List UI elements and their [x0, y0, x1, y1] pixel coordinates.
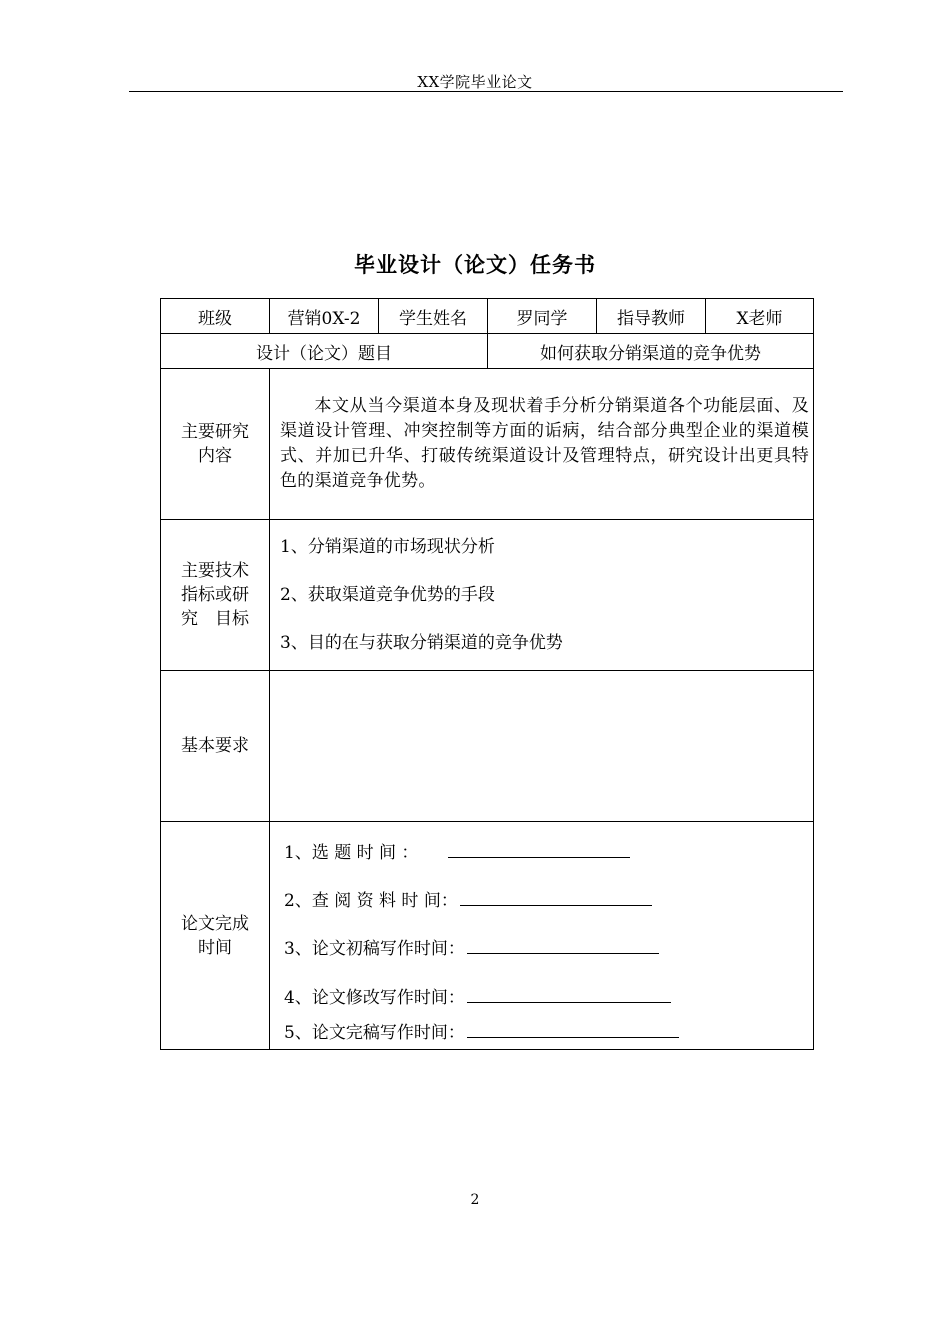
completion-time-label — [161, 822, 270, 1050]
info-row — [161, 299, 814, 334]
completion-time-schedule — [270, 823, 813, 1049]
technical-targets-label-line2: 指标或研 — [181, 585, 249, 605]
schedule-blank — [467, 1019, 679, 1038]
advisor-label: 指导教师 — [597, 299, 706, 334]
research-content-row — [161, 369, 814, 520]
completion-time-label-line1: 论文完成 — [181, 913, 249, 934]
schedule-item-final — [284, 1018, 679, 1043]
research-content-cell — [270, 369, 814, 520]
page-header: XX学院毕业论文 — [417, 73, 533, 91]
topic-label: 设计（论文）题目 — [161, 334, 488, 369]
research-content-label-line2: 内容 — [198, 446, 232, 466]
class-label: 班级 — [161, 299, 270, 334]
class-value: 营销0X-2 — [270, 299, 379, 334]
schedule-item-revision — [284, 983, 671, 1008]
schedule-blank — [460, 887, 652, 906]
student-label: 学生姓名 — [379, 299, 488, 334]
basic-requirements-label: 基本要求 — [161, 671, 270, 822]
schedule-blank — [448, 839, 630, 858]
schedule-blank — [467, 984, 671, 1003]
schedule-blank — [467, 935, 659, 954]
research-content-label — [161, 369, 270, 520]
advisor-value: X老师 — [706, 299, 814, 334]
header-rule — [129, 91, 843, 92]
schedule-label: 2、查 阅 资 料 时 间： — [284, 890, 458, 911]
technical-targets-row — [161, 520, 814, 671]
completion-time-row — [161, 822, 814, 1050]
research-content-text: 本文从当今渠道本身及现状着手分析分销渠道各个功能层面、及渠道设计管理、冲突控制等方面的诟病，结合部分典型企业的渠道模式、并加已升华、打破传统渠道设计及管理特点，研究设计出更具特色的渠道竞争优势。 — [280, 396, 809, 491]
student-value: 罗同学 — [488, 299, 597, 334]
completion-time-cell — [270, 822, 814, 1050]
list-item: 1、分销渠道的市场现状分析 — [280, 537, 495, 557]
document-title: 毕业设计（论文）任务书 — [354, 253, 596, 277]
research-content-paragraph — [270, 394, 813, 494]
completion-time-label-line2: 时间 — [198, 937, 232, 958]
list-item: 3、目的在与获取分销渠道的竞争优势 — [280, 633, 563, 653]
schedule-label: 3、论文初稿写作时间： — [284, 938, 465, 959]
research-content-label-line1: 主要研究 — [181, 422, 249, 442]
schedule-label: 4、论文修改写作时间： — [284, 987, 465, 1008]
schedule-item-topic — [284, 838, 630, 863]
basic-requirements-row — [161, 671, 814, 822]
page-number: 2 — [470, 1192, 480, 1208]
technical-targets-label — [161, 520, 270, 671]
schedule-item-research — [284, 886, 652, 911]
topic-value: 如何获取分销渠道的竞争优势 — [488, 334, 814, 369]
task-table — [160, 298, 814, 1050]
schedule-label: 1、选 题 时 间 ： — [284, 842, 419, 863]
topic-row — [161, 334, 814, 369]
basic-requirements-value — [270, 671, 814, 822]
schedule-item-draft — [284, 934, 659, 959]
schedule-label: 5、论文完稿写作时间： — [284, 1022, 465, 1043]
technical-targets-label-line1: 主要技术 — [181, 561, 249, 581]
technical-targets-label-line3: 究 目标 — [181, 609, 249, 629]
list-item: 2、获取渠道竞争优势的手段 — [280, 585, 495, 605]
technical-targets-cell — [270, 520, 814, 671]
technical-targets-list — [270, 523, 813, 667]
